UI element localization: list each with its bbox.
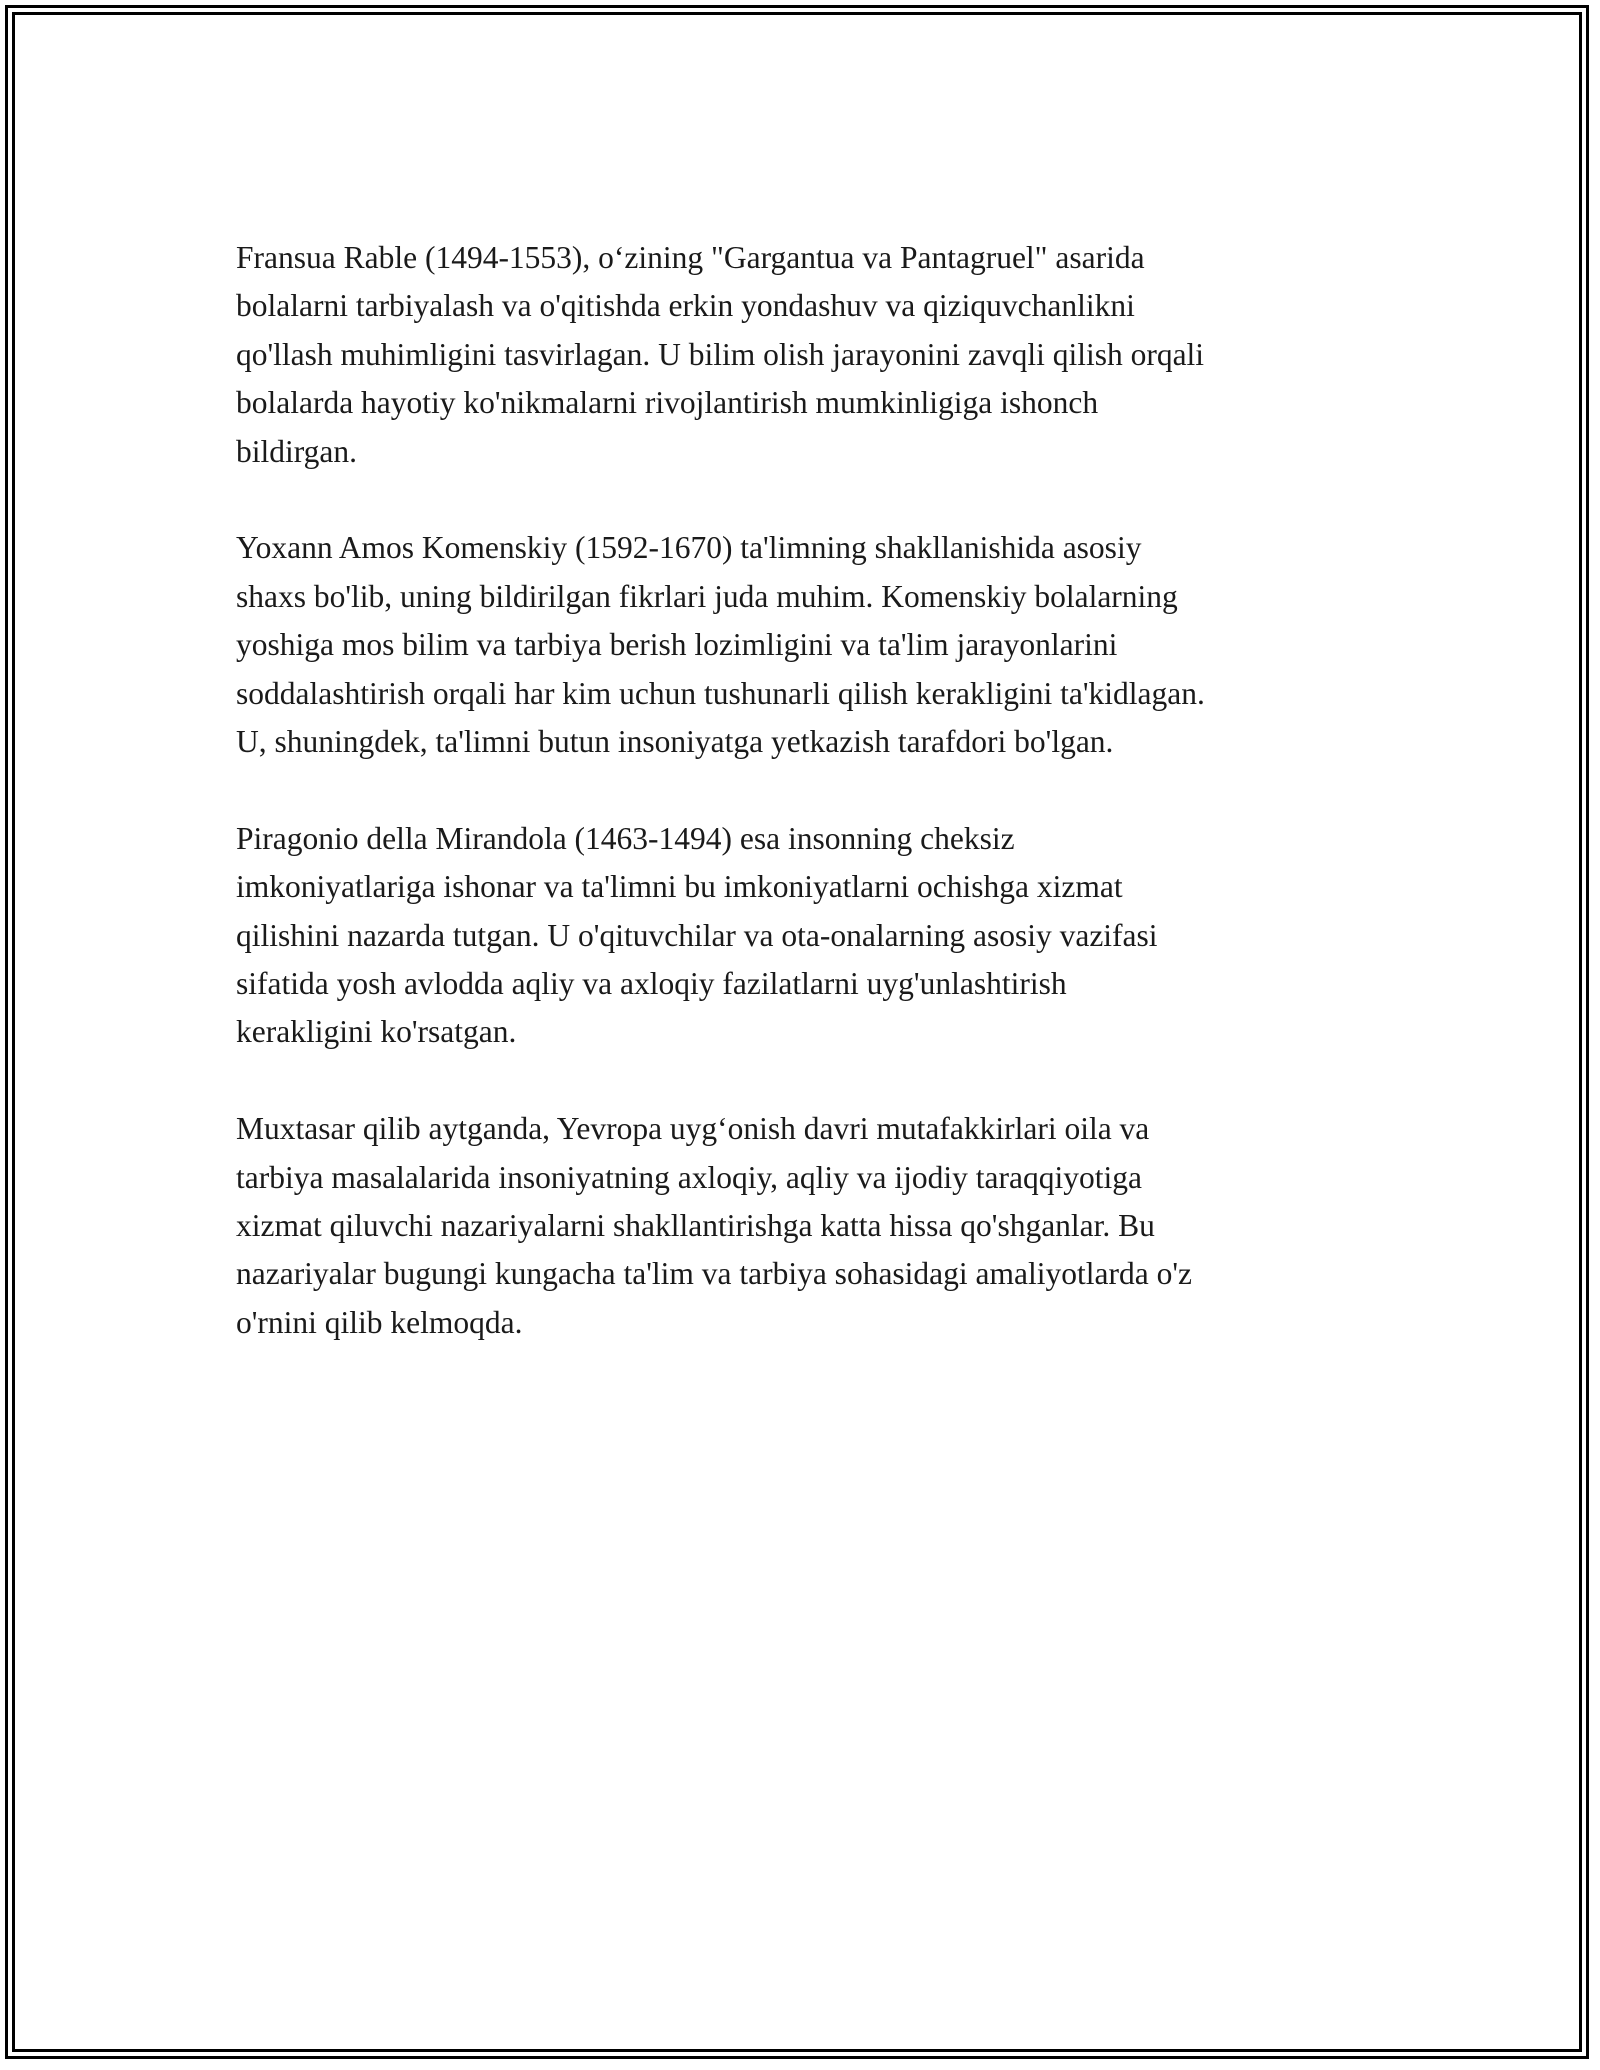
text-line: imkoniyatlariga ishonar va ta'limni bu imkoniyatlarni ochishga xizmat <box>236 869 1123 905</box>
text-line: tarbiya masalalarida insoniyatning axloqiy, aqliy va ijodiy taraqqiyotiga <box>236 1159 1142 1195</box>
text-line: Muxtasar qilib aytganda, Yevropa uyg‘onish davri mutafakkirlari oila va <box>236 1111 1150 1147</box>
text-line: sifatida yosh avlodda aqliy va axloqiy fazilatlarni uyg'unlashtirish <box>236 966 1067 1002</box>
paragraph-conclusion <box>236 1105 1376 1347</box>
text-line: bolalarni tarbiyalash va o'qitishda erkin yondashuv va qiziquvchanlikni <box>236 288 1135 324</box>
text-line: bolalarda hayotiy ko'nikmalarni rivojlantirish mumkinligiga ishonch <box>236 385 1099 421</box>
text-line: Fransua Rable (1494-1553), o‘zining "Gargantua va Pantagruel" asarida <box>236 240 1145 275</box>
text-line: shaxs bo'lib, uning bildirilgan fikrlari juda muhim. Komenskiy bolalarning <box>236 578 1178 614</box>
text-line: nazariyalar bugungi kungacha ta'lim va tarbiya sohasidagi amaliyotlarda o'z <box>236 1256 1192 1292</box>
text-line: o'rnini qilib kelmoqda. <box>236 1304 523 1340</box>
text-line: Piragonio della Mirandola (1463-1494) esa insonning cheksiz <box>236 820 1015 856</box>
text-line: qo'llash muhimligini tasvirlagan. U bilim olish jarayonini zavqli qilish orqali <box>236 336 1205 372</box>
text-line: qilishini nazarda tutgan. U o'qituvchilar va ota-onalarning asosiy vazifasi <box>236 917 1158 953</box>
text-line: soddalashtirish orqali har kim uchun tushunarli qilish kerakligini ta'kidlagan. <box>236 675 1205 711</box>
text-line: bildirgan. <box>236 433 358 469</box>
paragraph-rable <box>236 234 1376 476</box>
text-line: yoshiga mos bilim va tarbiya berish lozimligini va ta'lim jarayonlarini <box>236 627 1118 663</box>
text-line: kerakligini ko'rsatgan. <box>236 1014 517 1050</box>
paragraph-komenskiy <box>236 524 1376 766</box>
text-line: Yoxann Amos Komenskiy (1592-1670) ta'limning shakllanishida asosiy <box>236 530 1142 566</box>
text-line: xizmat qiluvchi nazariyalarni shakllantirishga katta hissa qo'shganlar. Bu <box>236 1208 1155 1244</box>
text-line: U, shuningdek, ta'limni butun insoniyatga yetkazish tarafdori bo'lgan. <box>236 724 1114 760</box>
document-body <box>236 234 1376 1396</box>
paragraph-mirandola <box>236 815 1376 1057</box>
